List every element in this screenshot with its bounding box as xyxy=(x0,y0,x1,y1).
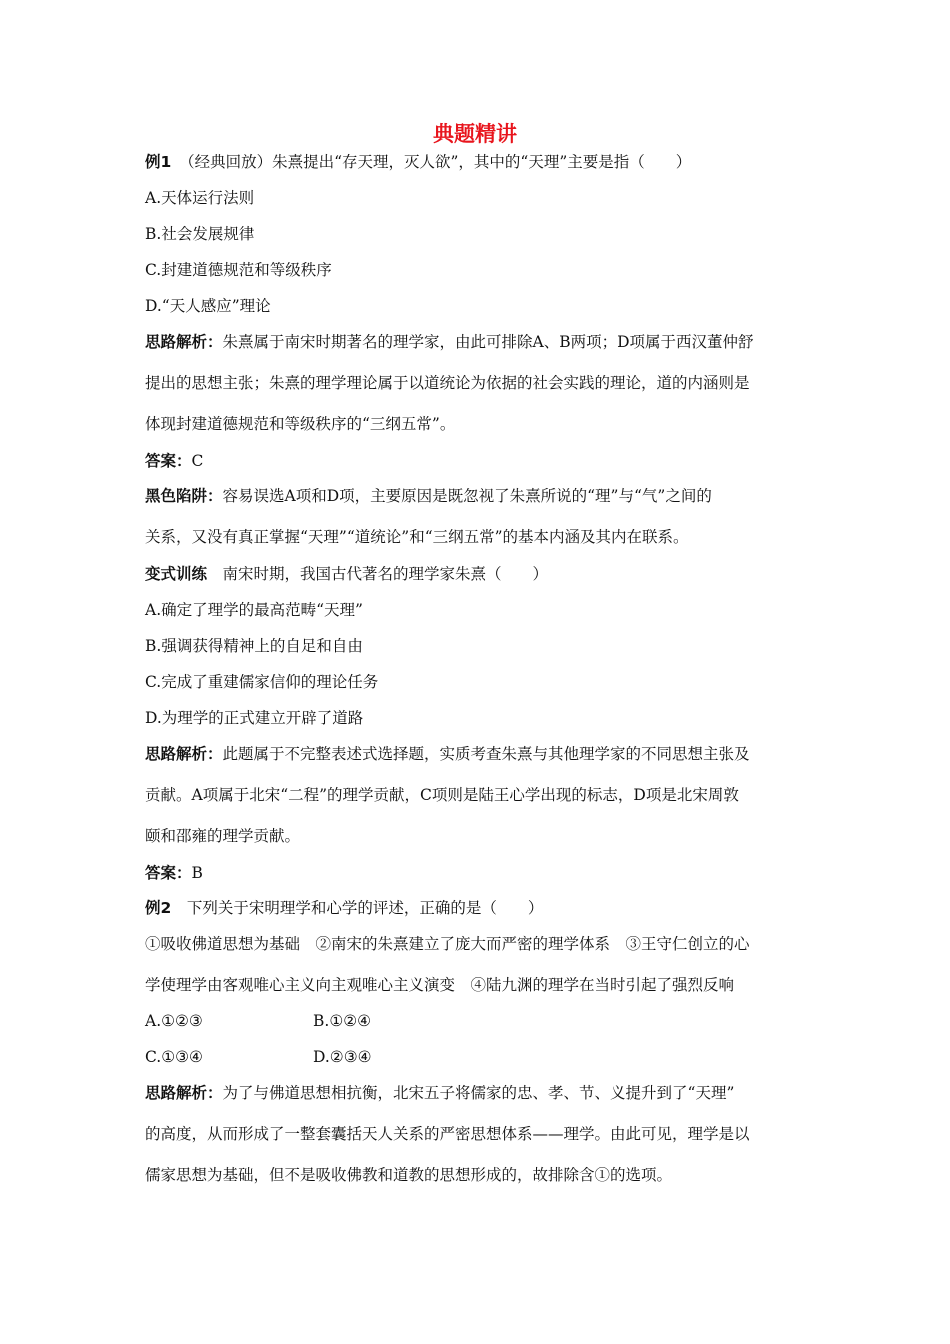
variant-option-b: B.强调获得精神上的自足和自由 xyxy=(145,637,363,655)
variant-option-c: C.完成了重建儒家信仰的理论任务 xyxy=(145,673,379,691)
example-1-trap-line-1 xyxy=(145,484,820,508)
example-2-option-b: B.①②④ xyxy=(313,1012,372,1030)
answer-value: B xyxy=(191,864,203,882)
example-2-question: 下列关于宋明理学和心学的评述，正确的是（ ） xyxy=(186,899,544,917)
example-1-option-a: A.天体运行法则 xyxy=(145,189,255,207)
analysis-text: 朱熹属于南宋时期著名的理学家，由此可排除A、B两项；D项属于西汉董仲舒 xyxy=(222,333,754,351)
example-2-label: 例2 xyxy=(145,899,172,917)
example-1-option-d: D.“天人感应”理论 xyxy=(145,297,271,315)
example-2-items-line-2: 学使理学由客观唯心主义向主观唯心主义演变 ④陆九渊的理学在当时引起了强烈反响 xyxy=(145,976,735,994)
example-1-option-b: B.社会发展规律 xyxy=(145,225,255,243)
variant-question: 南宋时期，我国古代著名的理学家朱熹（ ） xyxy=(222,565,549,583)
analysis-label: 思路解析： xyxy=(145,333,223,351)
variant-option-d: D.为理学的正式建立开辟了道路 xyxy=(145,709,364,727)
variant-analysis-line-2: 贡献。A项属于北宋“二程”的理学贡献，C项则是陆王心学出现的标志，D项是北宋周敦 xyxy=(145,786,739,804)
example-1-trap-line-2: 关系，又没有真正掌握“天理”“道统论”和“三纲五常”的基本内涵及其内在联系。 xyxy=(145,528,689,546)
variant-label: 变式训练 xyxy=(145,565,208,583)
example-1-analysis-line-1 xyxy=(145,330,820,354)
example-2-stem xyxy=(145,896,820,920)
example-2-analysis-line-3: 儒家思想为基础，但不是吸收佛教和道教的思想形成的，故排除含①的选项。 xyxy=(145,1166,673,1184)
example-2-option-c: C.①③④ xyxy=(145,1048,203,1066)
variant-analysis-line-3: 颐和邵雍的理学贡献。 xyxy=(145,827,301,845)
example-2-options-row-1 xyxy=(145,1009,820,1033)
example-1-analysis-line-3: 体现封建道德规范和等级秩序的“三纲五常”。 xyxy=(145,415,456,433)
example-2-option-a: A.①②③ xyxy=(145,1012,203,1030)
variant-answer xyxy=(145,861,820,885)
example-2-option-d: D.②③④ xyxy=(313,1048,372,1066)
example-2-options-row-2 xyxy=(145,1045,820,1069)
trap-label: 黑色陷阱： xyxy=(145,487,223,505)
analysis-text: 为了与佛道思想相抗衡，北宋五子将儒家的忠、孝、节、义提升到了“天理” xyxy=(222,1084,735,1102)
analysis-label: 思路解析： xyxy=(145,745,223,763)
example-2-analysis-line-1 xyxy=(145,1081,820,1105)
variant-stem xyxy=(145,562,820,586)
example-1-option-c: C.封建道德规范和等级秩序 xyxy=(145,261,332,279)
analysis-label: 思路解析： xyxy=(145,1084,223,1102)
example-2-analysis-line-2: 的高度，从而形成了一整套囊括天人关系的严密思想体系——理学。由此可见，理学是以 xyxy=(145,1125,750,1143)
example-1-label: 例1 xyxy=(145,153,172,171)
variant-option-a: A.确定了理学的最高范畴“天理” xyxy=(145,601,363,619)
example-2-items-line-1: ①吸收佛道思想为基础 ②南宋的朱熹建立了庞大而严密的理学体系 ③王守仁创立的心 xyxy=(145,935,750,953)
example-1-analysis-line-2: 提出的思想主张；朱熹的理学理论属于以道统论为依据的社会实践的理论，道的内涵则是 xyxy=(145,374,750,392)
variant-analysis-line-1 xyxy=(145,742,820,766)
trap-text: 容易误选A项和D项，主要原因是既忽视了朱熹所说的“理”与“气”之间的 xyxy=(222,487,712,505)
example-1-answer xyxy=(145,449,820,473)
example-1-stem xyxy=(145,150,820,174)
answer-label: 答案： xyxy=(145,864,192,882)
analysis-text: 此题属于不完整表述式选择题，实质考查朱熹与其他理学家的不同思想主张及 xyxy=(222,745,750,763)
answer-value: C xyxy=(191,452,204,470)
answer-label: 答案： xyxy=(145,452,192,470)
example-1-question: （经典回放）朱熹提出“存天理，灭人欲”，其中的“天理”主要是指（ ） xyxy=(186,153,692,171)
page-title: 典题精讲 xyxy=(433,122,517,146)
